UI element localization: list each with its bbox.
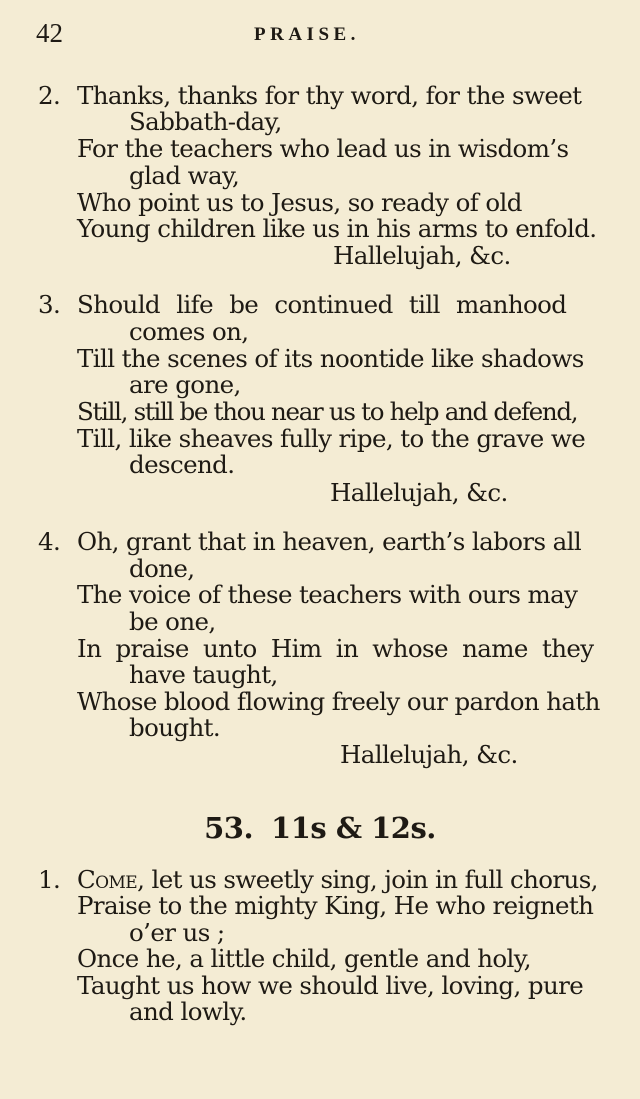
hymn-number: 53. (204, 811, 254, 845)
verse-line: comes on, (129, 317, 249, 346)
verse-line: Should life be continued till manhood (77, 290, 567, 319)
refrain: Hallelujah, &c. (340, 740, 518, 769)
stanza-number: 1. (38, 865, 61, 894)
first-word: Come (77, 865, 138, 894)
verse-line: Taught us how we should live, loving, pure (77, 971, 584, 1000)
verse-line: Till, like sheaves fully ripe, to the grave we (77, 424, 586, 453)
verse-line: have taught, (129, 660, 278, 689)
verse-line: bought. (129, 713, 221, 742)
verse-line: be one, (129, 607, 216, 636)
verse-line: Thanks, thanks for thy word, for the sweet (77, 81, 582, 110)
hymn-meter: 11s & 12s. (271, 811, 436, 845)
verse-line: Who point us to Jesus, so ready of old (77, 188, 522, 217)
verse-line: Till the scenes of its noontide like shadows (77, 344, 584, 373)
verse-line: done, (129, 554, 195, 583)
refrain: Hallelujah, &c. (333, 241, 511, 270)
verse-line: Sabbath-day, (129, 107, 282, 136)
verse-line: Whose blood flowing freely our pardon hath (77, 687, 600, 716)
verse-line: Still, still be thou near us to help and defend, (77, 397, 578, 426)
hymn-heading (0, 811, 640, 845)
verse-line: For the teachers who lead us in wisdom’s (77, 134, 569, 163)
stanza-number: 2. (38, 81, 61, 110)
verse-line: and lowly. (129, 997, 247, 1026)
verse-line: o’er us ; (129, 918, 225, 947)
verse-line: Young children like us in his arms to enfold. (77, 214, 597, 243)
verse-line: glad way, (129, 161, 240, 190)
page-header (36, 14, 596, 54)
refrain: Hallelujah, &c. (330, 478, 508, 507)
page-number: 42 (36, 18, 63, 48)
verse-line: Oh, grant that in heaven, earth’s labors all (77, 527, 582, 556)
stanza-number: 3. (38, 290, 61, 319)
verse-line: are gone, (129, 370, 241, 399)
stanza-number: 4. (38, 527, 61, 556)
verse-line: The voice of these teachers with ours may (77, 580, 578, 609)
verse-line-rest: , let us sweetly sing, join in full chorus, (137, 865, 598, 894)
running-head: PRAISE. (254, 24, 360, 45)
verse-line: descend. (129, 450, 235, 479)
verse-line: Praise to the mighty King, He who reigneth (77, 891, 594, 920)
verse-line: In praise unto Him in whose name they (77, 634, 594, 663)
verse-line (77, 866, 598, 894)
verse-line: Once he, a little child, gentle and holy, (77, 944, 531, 973)
